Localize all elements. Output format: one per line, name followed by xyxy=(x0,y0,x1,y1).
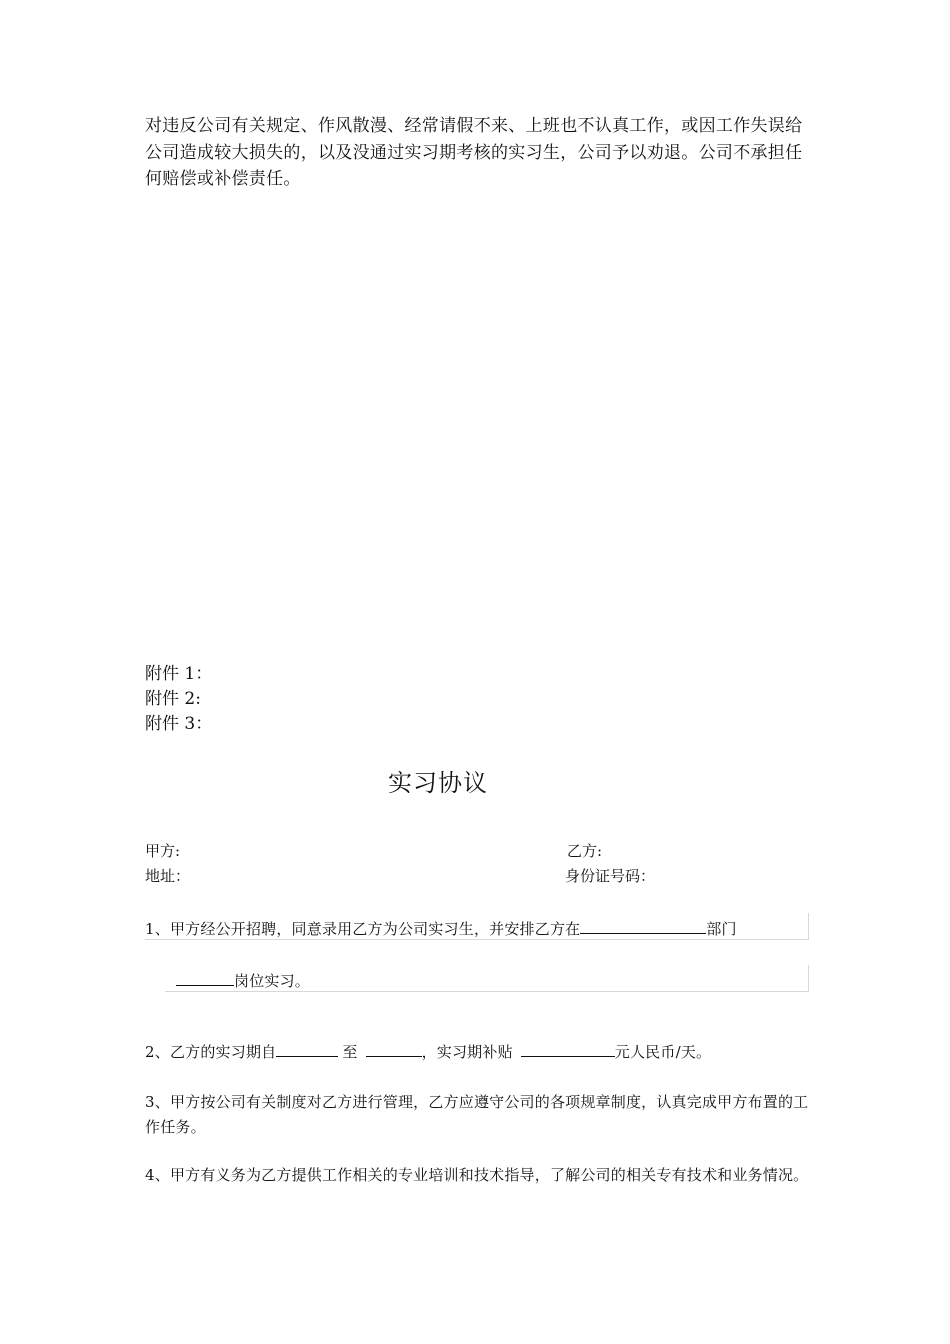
clause1-text: 1、甲方经公开招聘，同意录用乙方为公司实习生，并安排乙方在 xyxy=(145,920,581,938)
document-title: 实习协议 xyxy=(388,769,488,797)
attachment-2: 附件 2: xyxy=(145,689,201,709)
attachment-1: 附件 1： xyxy=(145,664,213,684)
clause-2 xyxy=(145,1040,810,1065)
clause2-text-2: 至 xyxy=(342,1043,358,1061)
start-date-blank xyxy=(276,1041,338,1057)
id-number-label: 身份证号码： xyxy=(565,867,656,885)
department-blank xyxy=(580,918,706,934)
clause-3: 3、甲方按公司有关制度对乙方进行管理，乙方应遵守公司的各项规章制度，认真完成甲方布置的工作任务。 xyxy=(145,1093,809,1136)
party-a-label: 甲方: xyxy=(145,842,181,860)
clause-1-line2 xyxy=(176,969,841,994)
clause-1-line1 xyxy=(145,917,815,942)
party-b-label: 乙方: xyxy=(567,842,603,860)
address-label: 地址： xyxy=(145,867,191,885)
position-suffix: 岗位实习。 xyxy=(234,972,311,990)
intro-paragraph: 对违反公司有关规定、作风散漫、经常请假不来、上班也不认真工作，或因工作失误给公司造成较大损失的，以及没通过实习期考核的实习生，公司予以劝退。公司不承担任何赔偿或补偿责任。 xyxy=(145,116,803,189)
department-suffix: 部门 xyxy=(706,920,737,938)
clause2-text-4: 元人民币/天。 xyxy=(614,1043,712,1061)
attachment-3: 附件 3： xyxy=(145,714,213,734)
clause2-text-3: ，实习期补贴 xyxy=(421,1043,513,1061)
end-date-blank xyxy=(366,1041,422,1057)
clause2-text-1: 2、乙方的实习期自 xyxy=(145,1043,277,1061)
clause-4: 4、甲方有义务为乙方提供工作相关的专业培训和技术指导，了解公司的相关专有技术和业务情况。 xyxy=(145,1166,809,1184)
allowance-blank xyxy=(521,1041,615,1057)
position-blank xyxy=(176,970,234,986)
